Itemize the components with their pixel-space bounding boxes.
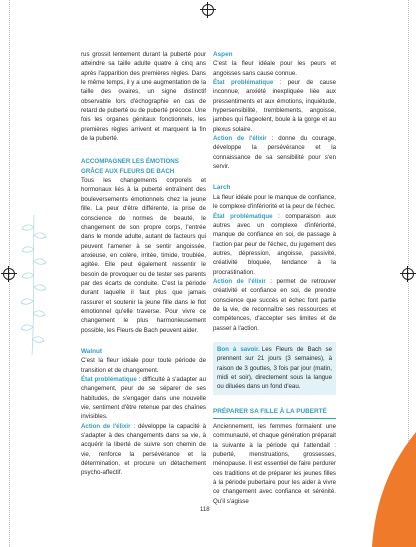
good-to-know-callout <box>213 342 336 395</box>
larch-intro: La fleur idéale pour le manque de confiance, le complexe d'infériorité et la peur de l'échec. <box>213 193 336 211</box>
puberty-paragraph: Anciennement, les femmes formaient une communauté, et chaque génération préparait la suivante à la période qui l'attendait : puberté, menstruations, grossesses, ménopause. Il est essentiel de faire perdurer ces traditions et de préparer les jeunes filles à la période pubertaire pour les aider à vivre ce changement avec confiance et sérénité. Qu'il s'agisse <box>213 423 336 505</box>
leaf-decoration-icon <box>20 215 48 355</box>
walnut-action-label: Action de l'élixir <box>81 422 131 430</box>
left-column <box>81 50 206 478</box>
aspen-action-text: : donne du courage, développe la persévérance et la connaissance de sa sensibilité pour s'en servir. <box>213 135 336 171</box>
registration-mark-left-icon <box>3 268 15 280</box>
larch-action <box>213 277 336 333</box>
registration-mark-top-icon <box>202 4 214 16</box>
larch-problem-text: : comparaison aux autres avec un complexe d'infériorité, manque de confiance en soi, de passage à l'action par peur de l'échec, du jugement des autres, dépression, angoisse, passivité, créativité bloquée, tendance à la procrastination. <box>213 212 336 276</box>
aspen-intro: C'est la fleur idéale pour les peurs et angoisses sans cause connue. <box>213 60 336 77</box>
section-heading-puberty: PRÉPARER SA FILLE À LA PUBERTÉ <box>213 407 336 419</box>
aspen-action <box>213 134 336 171</box>
larch-action-text: : permet de retrouver créativité et confiance en soi, de prendre conscience que succès et échec font partie de la vie, de reconnaître ses ressources et compétences, d'accepter ses limites et de passer à l'action. <box>213 277 337 332</box>
callout-text: Les Fleurs de Bach se prennent sur 21 jours (3 semaines), à raison de 3 gouttes, 3 fois par jour (matin, midi et soir), directement sous la langue ou diluées dans un fond d'eau. <box>217 345 332 391</box>
aspen-action-label: Action de l'élixir <box>213 135 267 143</box>
intro-paragraph: rus grossit lentement durant la puberté pour atteindre sa taille adulte quatre à cinq ans après l'apparition des premières règles. Dans le même temps, il y a une augmentation de la taille des ovaires, un signe distinctif observable lors d'échographie en cas de retard de puberté ou de puberté précoce. Une fois les organes génitaux fonctionnels, les premières règles arrivent et marquent la fin de la puberté. <box>81 51 206 143</box>
larch-problem <box>213 212 336 277</box>
callout-label: Bon à savoir. <box>217 345 260 353</box>
registration-mark-right-icon <box>402 268 414 280</box>
larch-problem-label: État problématique <box>213 212 273 220</box>
walnut-problem-label: État problématique <box>81 376 137 383</box>
orange-chapter-tab <box>370 432 416 547</box>
section-heading-emotions <box>81 157 206 176</box>
larch-action-label: Action de l'élixir <box>213 277 266 285</box>
walnut-title: Walnut <box>81 347 103 355</box>
emotions-paragraph: Tous les changements corporels et hormonaux liés à la puberté entraînent des bouleversements émotionnels chez la jeune fille. La peur d'être différente, la prise de conscience de normes de beauté, le changement de son propre corps, l'entrée dans le monde adulte, autant de facteurs qui peuvent l'amener à se sentir angoissée, anxieuse, en colère, irritée, timide, troublée, agitée. Elle peut également ressentir le besoin de provoquer ou de tester ses parents par des écarts de conduite. C'est la période durant laquelle il faut plus que jamais rassurer et soutenir la jeune fille dans le flot émotionnel qu'elle traverse. Pour vivre ce changement le plus harmonieusement possible, les Fleurs de Bach peuvent aider. <box>81 177 206 334</box>
larch-title: Larch <box>213 184 231 192</box>
heading-line-2: GRÂCE AUX FLEURS DE BACH <box>81 167 175 175</box>
aspen-problem-label: État problématique <box>213 79 274 87</box>
heading-line-1: ACCOMPAGNER LES ÉMOTIONS <box>81 158 179 166</box>
aspen-problem <box>213 78 336 134</box>
right-column <box>213 50 336 506</box>
aspen-title: Aspen <box>213 51 233 58</box>
walnut-problem <box>81 375 206 422</box>
page-number: 118 <box>200 507 210 513</box>
walnut-action-text: : développe la capacité à s'adapter à des changements dans sa vie, à acquérir la liberté de suivre son chemin de vie, renforce la persévérance et la détermination, et procure un détachement psycho-affectif. <box>81 422 206 477</box>
walnut-problem-text: : difficulté à s'adapter au changement, peur de se séparer de ses habitudes, de s'engager dans une nouvelle vie, sentiment d'être retenue par des chaînes invisibles. <box>81 376 206 421</box>
aspen-problem-text: : peur de cause inconnue, anxiété inexpliquée liée aux pressentiments et aux émotions, inquiétude, hypersensibilité, tremblements, angoisse, jambes qui flageolent, boule à la gorge et au plexus solaire. <box>213 79 336 133</box>
walnut-intro: C'est la fleur idéale pour toute période de transition et de changement. <box>81 357 206 374</box>
walnut-action <box>81 422 206 478</box>
